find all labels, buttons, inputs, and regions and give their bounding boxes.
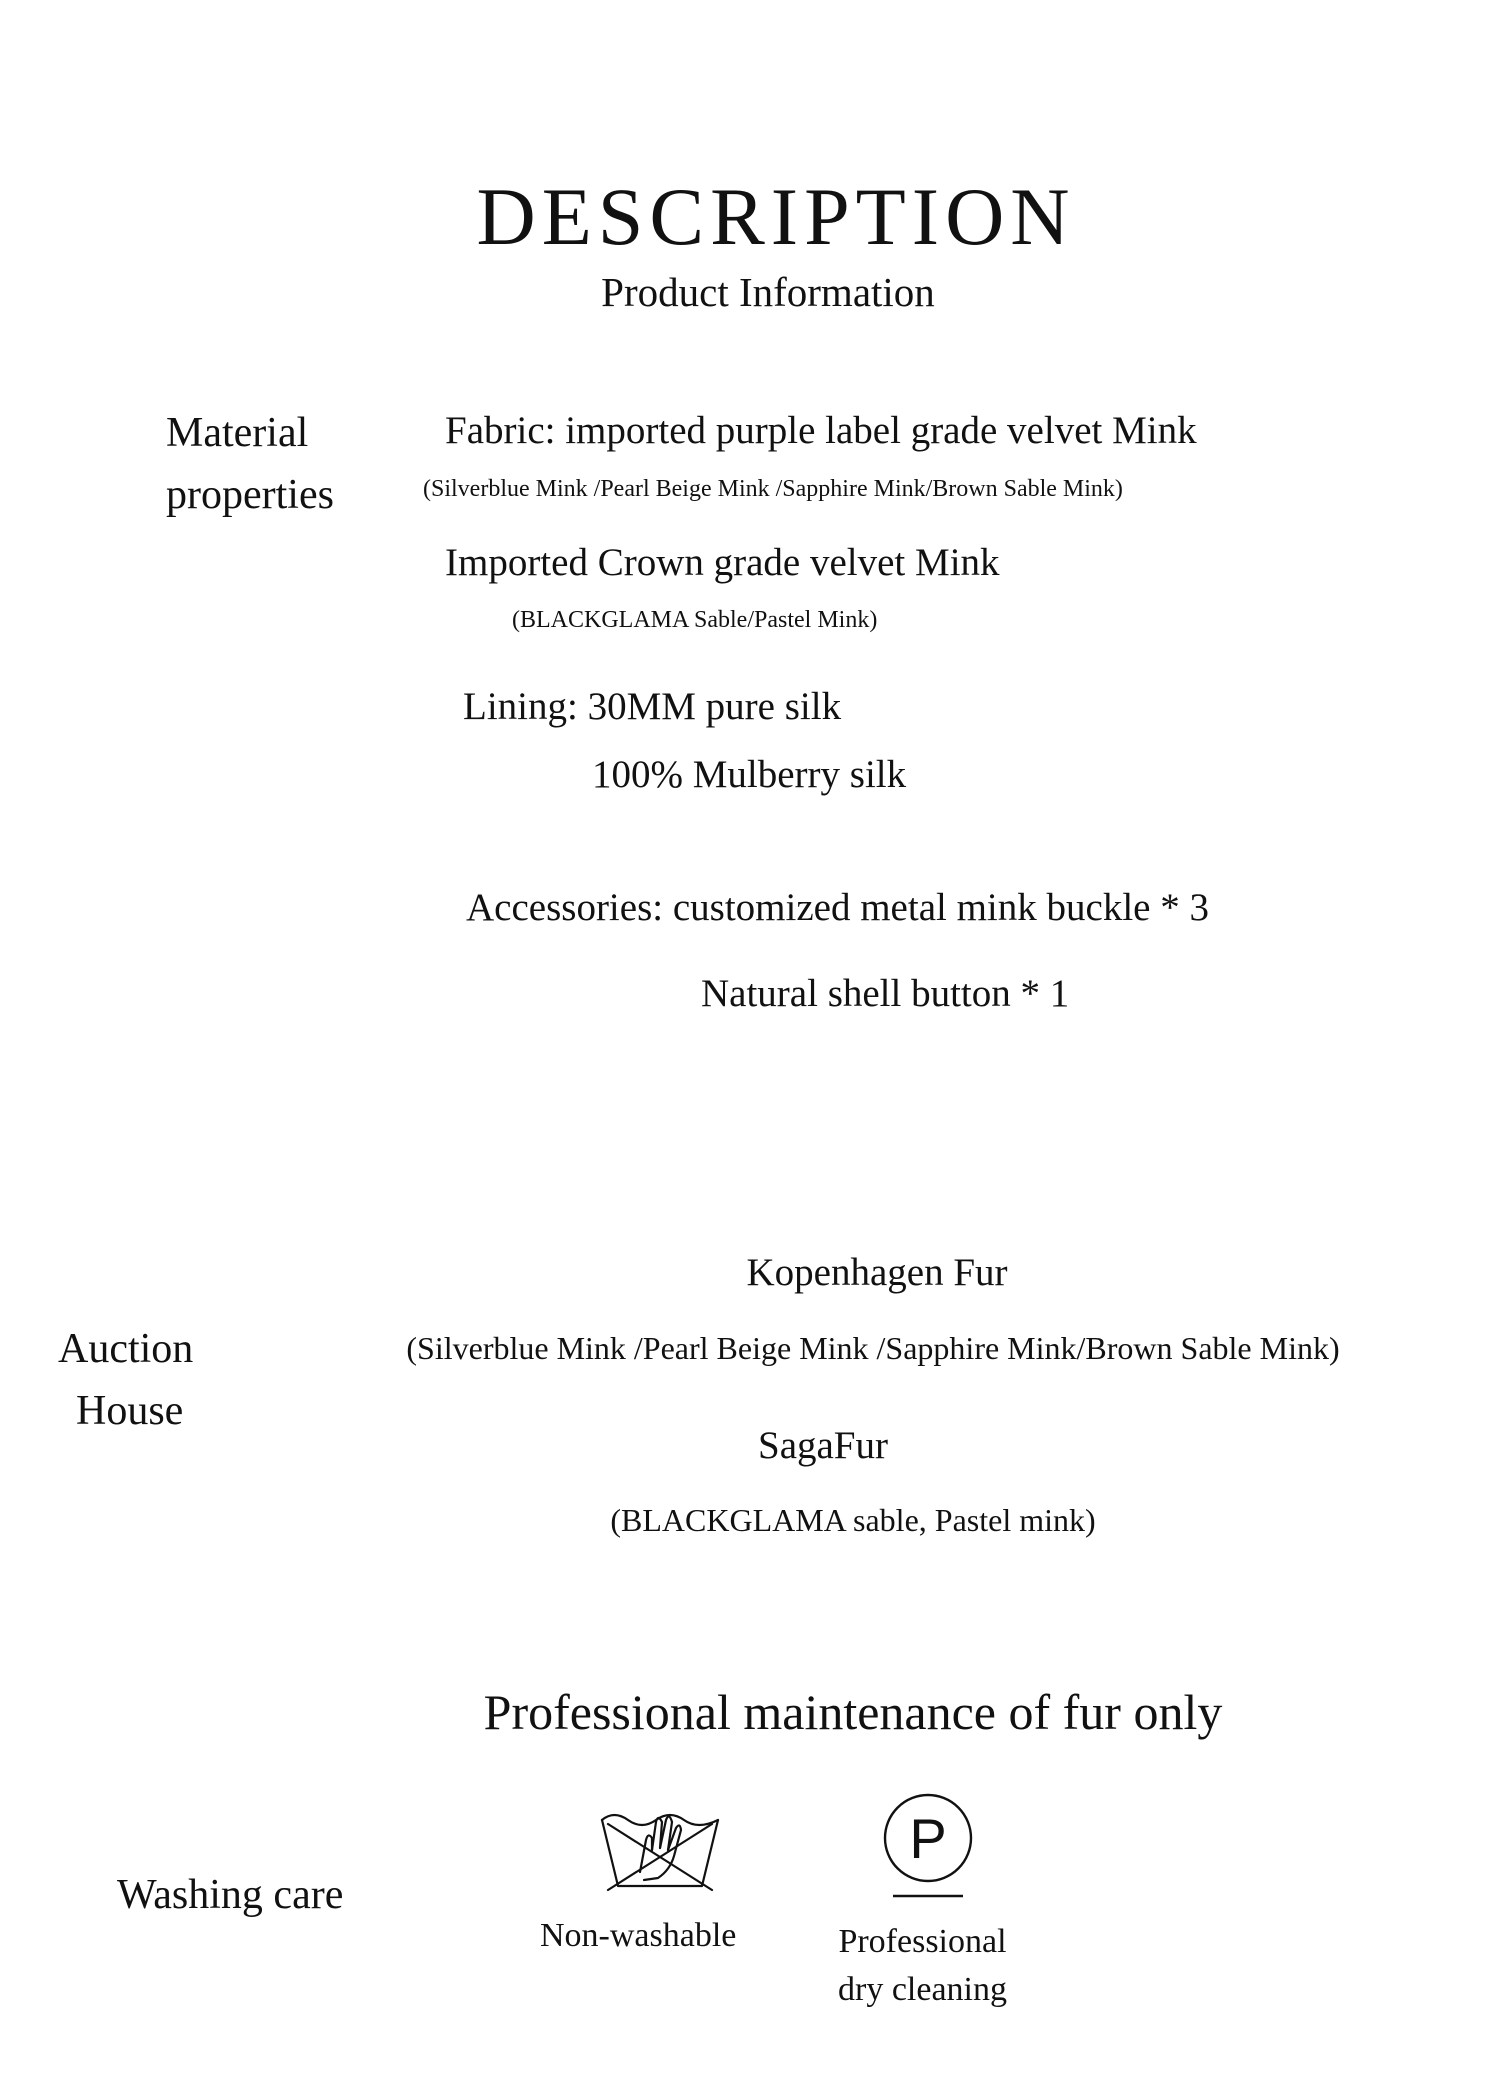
kopenhagen-variants-text: (Silverblue Mink /Pearl Beige Mink /Sapphire Mink/Brown Sable Mink) (406, 1330, 1340, 1366)
material-label-line2: properties (166, 472, 334, 518)
crown-variants-text: (BLACKGLAMA Sable/Pastel Mink) (512, 607, 878, 633)
crown-text: Imported Crown grade velvet Mink (445, 541, 1000, 584)
dry-clean-p-icon (880, 1792, 980, 1902)
non-washable-caption: Non-washable (540, 1917, 737, 1954)
dry-cleaning-caption-line2: dry cleaning (838, 1971, 1007, 2008)
sagafur-text: SagaFur (758, 1424, 888, 1467)
accessories-detail-text: Natural shell button * 1 (701, 972, 1070, 1015)
auction-label (58, 1318, 193, 1442)
no-hand-wash-icon (594, 1800, 724, 1900)
material-label (166, 402, 334, 526)
dry-cleaning-caption (838, 1918, 1007, 2014)
auction-label-line1: Auction (58, 1326, 194, 1372)
auction-label-line2: House (75, 1388, 184, 1434)
sagafur-variants-text: (BLACKGLAMA sable, Pastel mink) (610, 1502, 1096, 1538)
kopenhagen-fur-text: Kopenhagen Fur (746, 1251, 1008, 1294)
page-subtitle: Product Information (601, 269, 935, 315)
accessories-text: Accessories: customized metal mink buckle * 3 (466, 886, 1209, 929)
lining-text: Lining: 30MM pure silk (463, 685, 842, 728)
page-title: DESCRIPTION (476, 171, 1076, 262)
dry-cleaning-caption-line1: Professional (838, 1923, 1007, 1960)
fabric-text: Fabric: imported purple label grade velvet Mink (445, 409, 1197, 452)
material-label-line1: Material (166, 410, 309, 456)
dry-clean-p-letter: P (909, 1807, 947, 1870)
washing-care-label: Washing care (117, 1872, 344, 1918)
lining-detail-text: 100% Mulberry silk (592, 753, 907, 796)
fabric-variants-text: (Silverblue Mink /Pearl Beige Mink /Sapphire Mink/Brown Sable Mink) (423, 476, 1123, 502)
care-heading: Professional maintenance of fur only (483, 1684, 1223, 1740)
